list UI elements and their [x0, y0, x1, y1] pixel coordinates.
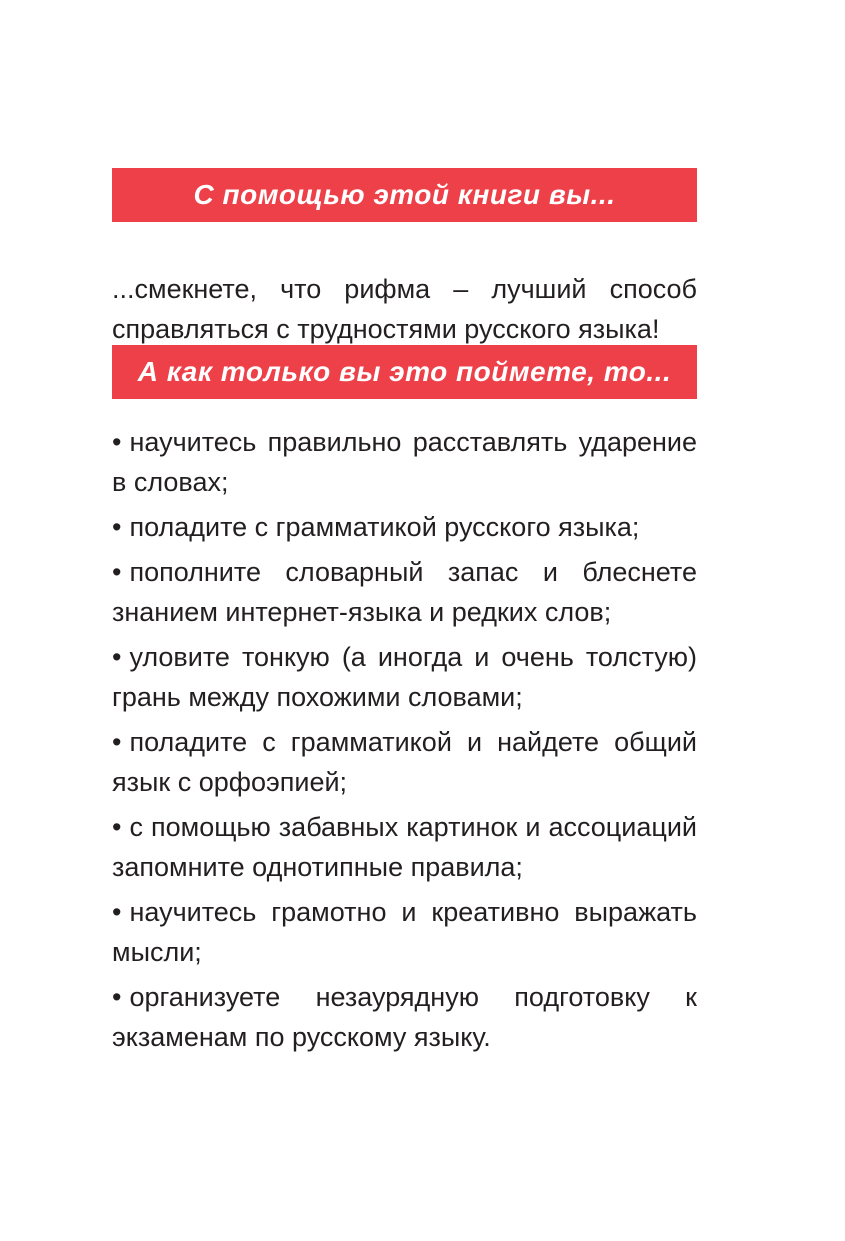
bullet-icon: •	[112, 512, 122, 542]
bullet-icon: •	[112, 812, 122, 842]
bullet-icon: •	[112, 982, 122, 1012]
bullet-icon: •	[112, 427, 122, 457]
list-item	[112, 637, 697, 717]
bullet-icon: •	[112, 557, 122, 587]
benefits-list	[112, 422, 697, 1062]
list-item-text: пополните словарный запас и блеснете знанием интернет-языка и редких слов;	[112, 557, 697, 627]
list-item	[112, 977, 697, 1057]
heading-banner-once-understood	[112, 345, 697, 399]
bullet-icon: •	[112, 897, 122, 927]
list-item-text: научитесь правильно расставлять ударение в словах;	[112, 427, 697, 497]
bullet-icon: •	[112, 727, 122, 757]
list-item	[112, 892, 697, 972]
list-item-text: научитесь грамотно и креативно выражать мысли;	[112, 897, 697, 967]
list-item	[112, 507, 697, 547]
list-item	[112, 422, 697, 502]
list-item-text: уловите тонкую (а иногда и очень толстую) грань между похожими словами;	[112, 642, 697, 712]
list-item	[112, 807, 697, 887]
list-item	[112, 722, 697, 802]
heading-text: А как только вы это поймете, то...	[137, 356, 672, 387]
list-item-text: поладите с грамматикой русского языка;	[129, 512, 640, 542]
bullet-icon: •	[112, 642, 122, 672]
list-item-text: с помощью забавных картинок и ассоциаций запомните однотипные правила;	[112, 812, 697, 882]
list-item	[112, 552, 697, 632]
list-item-text: организуете незаурядную подготовку к экзаменам по русскому языку.	[112, 982, 697, 1052]
intro-paragraph: ...смекнете, что рифма – лучший способ справляться с трудностями русского языка!	[112, 274, 697, 344]
heading-banner-book-helps	[112, 168, 697, 222]
list-item-text: поладите с грамматикой и найдете общий язык с орфоэпией;	[112, 727, 697, 797]
heading-text: С помощью этой книги вы...	[193, 179, 616, 210]
